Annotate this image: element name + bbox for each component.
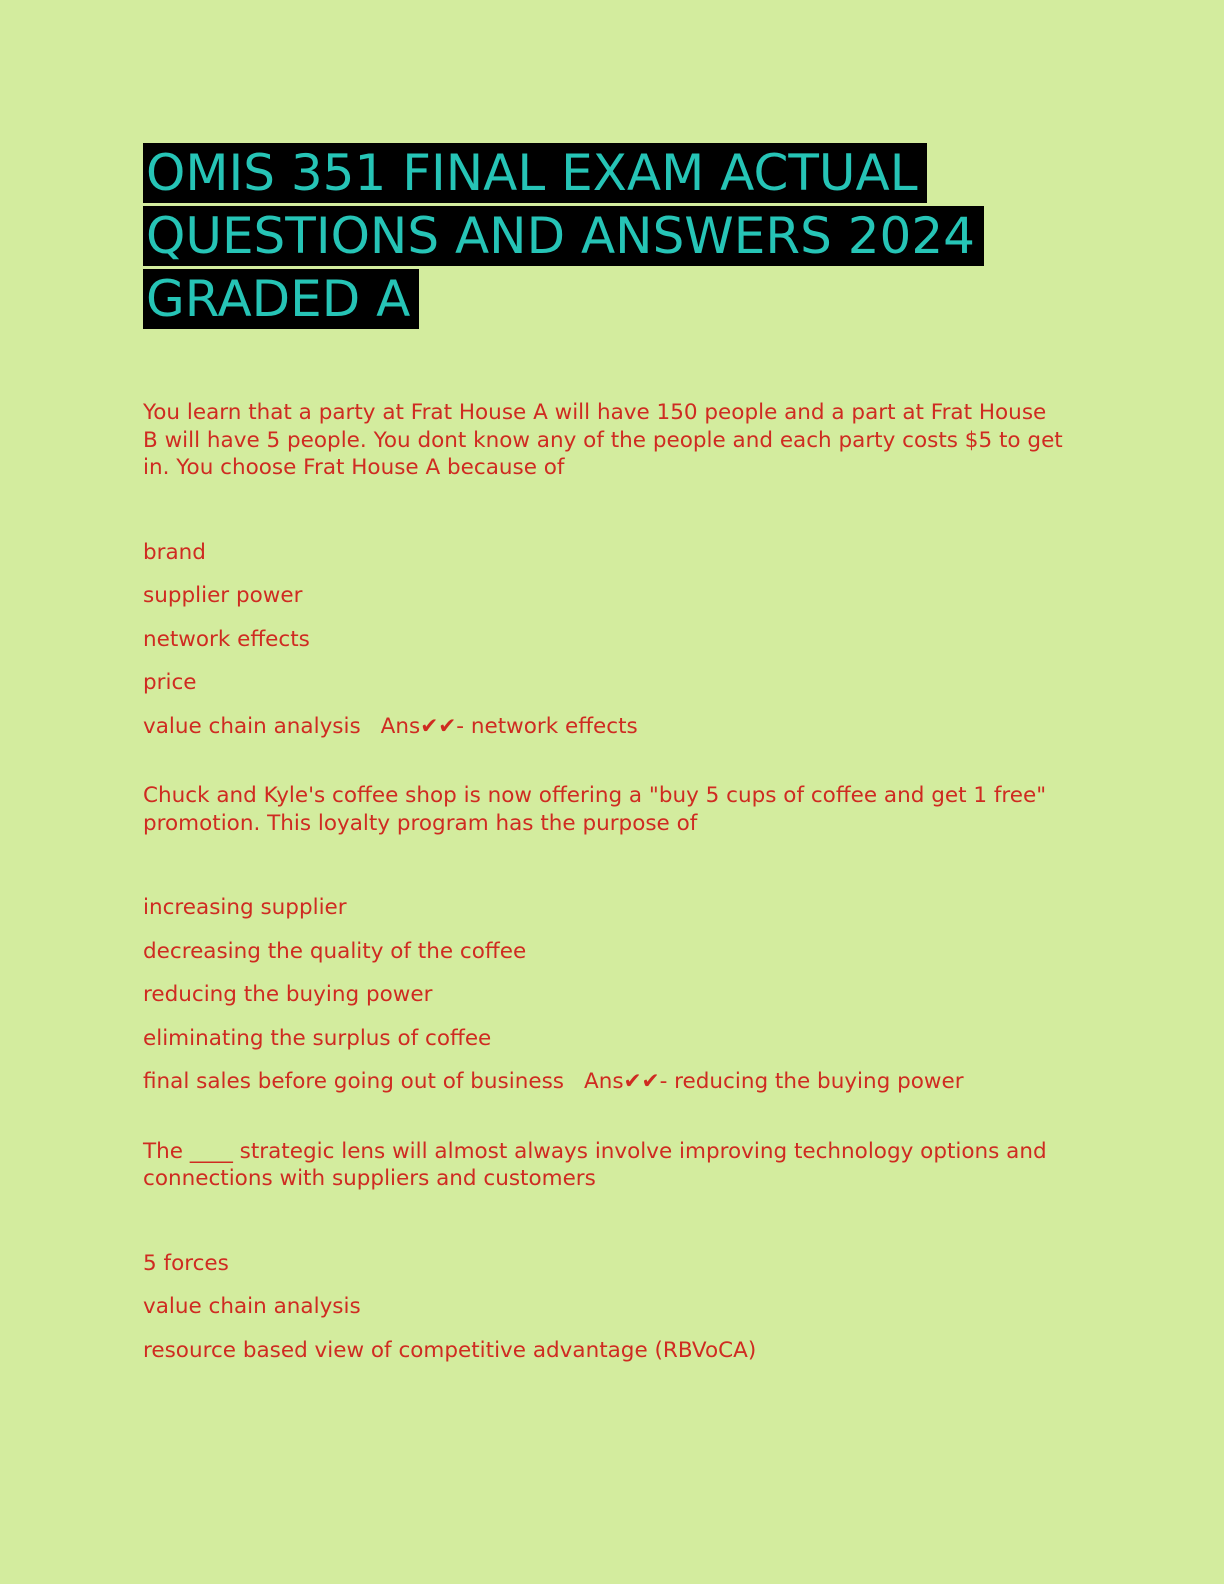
checkmark-icons: ✔✔ [623, 1069, 660, 1094]
option [143, 938, 1063, 966]
option [143, 626, 1063, 654]
option-text: value chain analysis [143, 1294, 361, 1319]
answer-value: - reducing the buying power [659, 1069, 964, 1094]
answer-label: Ans [380, 713, 421, 739]
option-text: reducing the buying power [143, 982, 433, 1007]
option-text: value chain analysis [143, 713, 361, 739]
option-text: supplier power [143, 583, 303, 608]
title-line-2: QUESTIONS AND ANSWERS 2024 [143, 206, 984, 266]
option-text: 5 forces [143, 1250, 229, 1276]
options-list [143, 1250, 1063, 1365]
option-text: network effects [143, 626, 310, 652]
option [143, 1025, 1063, 1053]
checkmark-icons: ✔✔ [420, 713, 457, 739]
questions-list [143, 399, 1063, 1364]
option-text: decreasing the quality of the coffee [143, 938, 527, 964]
option [143, 582, 1063, 610]
option [143, 713, 1063, 741]
option-text: increasing supplier [143, 895, 347, 920]
option [143, 1293, 1063, 1321]
option [143, 669, 1063, 697]
document-title [143, 143, 1063, 329]
answer-text [584, 1069, 964, 1094]
answer-text [381, 714, 638, 739]
answer-value: - network effects [456, 713, 638, 739]
option [143, 1068, 1063, 1096]
option [143, 539, 1063, 567]
title-line-1: OMIS 351 FINAL EXAM ACTUAL [143, 143, 927, 203]
question-block-1 [143, 399, 1063, 740]
option-text: final sales before going out of business [143, 1069, 564, 1094]
answer-label: Ans [583, 1069, 624, 1094]
title-line-3: GRADED A [143, 269, 419, 329]
option-text: eliminating the surplus of coffee [143, 1025, 492, 1051]
option [143, 894, 1063, 922]
option-text: price [143, 670, 197, 695]
option-text: resource based view of competitive advantage (RBVoCA) [143, 1337, 757, 1363]
question-text: The ____ strategic lens will almost always involve improving technology options and connections with suppliers and customers [143, 1138, 1047, 1191]
options-list [143, 894, 1063, 1096]
question-text: Chuck and Kyle's coffee shop is now offering a "buy 5 cups of coffee and get 1 free" promotion. This loyalty program has the purpose of [143, 783, 1047, 836]
option [143, 1337, 1063, 1365]
option [143, 981, 1063, 1009]
question-text: You learn that a party at Frat House A will have 150 people and a part at Frat House B will have 5 people. You dont know any of the people and each party costs $5 to get in. You choose Frat House A because of [143, 400, 1063, 480]
option [143, 1250, 1063, 1278]
options-list [143, 539, 1063, 741]
question-block-3 [143, 1138, 1063, 1365]
question-block-2 [143, 782, 1063, 1096]
option-text: brand [143, 539, 206, 565]
